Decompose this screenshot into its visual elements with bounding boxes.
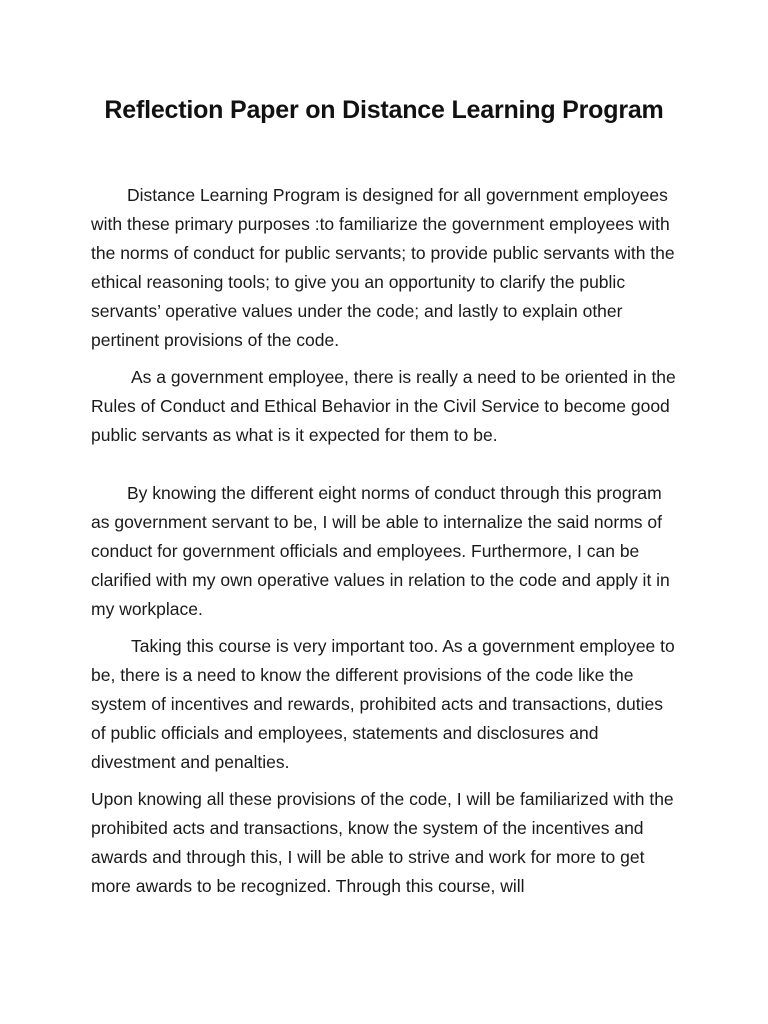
paragraph-3: By knowing the different eight norms of conduct through this program as government servant to be, I will be able to internalize the said norms of conduct for government officials and employees. Furthermore, I can be clarified with my own operative values in relation to the code and apply it in my workplace. — [91, 483, 670, 619]
paragraph-5: Upon knowing all these provisions of the code, I will be familiarized with the prohibited acts and transactions, know the system of the incentives and awards and through this, I will be able to strive and work for more to get more awards to be recognized. Through this course, will — [91, 789, 674, 896]
paragraph-4: Taking this course is very important too. As a government employee to be, there is a need to know the different provisions of the code like the system of incentives and rewards, prohibited acts and transactions, duties of public officials and employees, statements and disclosures and divestment and penalties. — [91, 636, 675, 772]
paragraph-2: As a government employee, there is really a need to be oriented in the Rules of Conduct and Ethical Behavior in the Civil Service to become good public servants as what is it expected for them to be. — [91, 367, 676, 445]
document-body — [91, 181, 681, 901]
document-title: Reflection Paper on Distance Learning Program — [104, 96, 664, 124]
paragraph-1: Distance Learning Program is designed for all government employees with these primary purposes :to familiarize the government employees with the norms of conduct for public servants; to provide public servants with the ethical reasoning tools; to give you an opportunity to clarify the public servants’ operative values under the code; and lastly to explain other pertinent provisions of the code. — [91, 185, 675, 350]
